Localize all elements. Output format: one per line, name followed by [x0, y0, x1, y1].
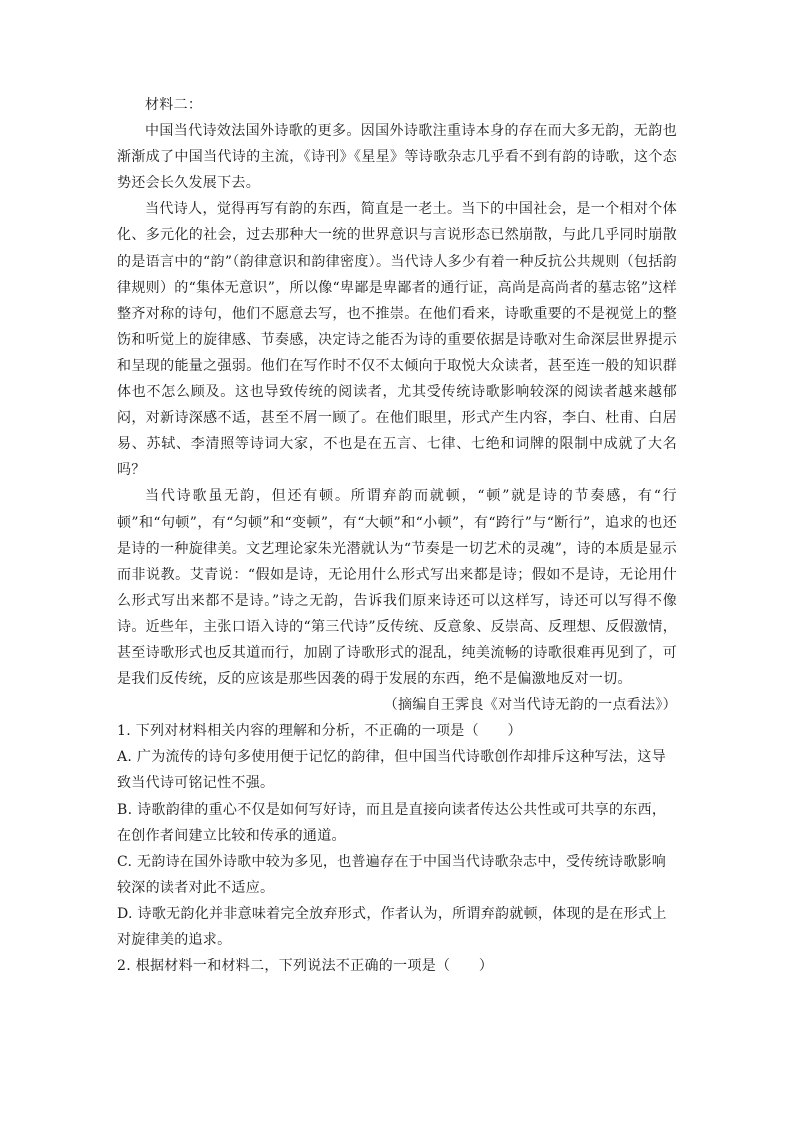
document-page — [117, 92, 677, 979]
question-1-option-a: A. 广为流传的诗句多使用便于记忆的韵律，但中国当代诗歌创作却排斥这种写法，这导致当代诗可铭记性不强。 — [117, 749, 667, 792]
question-1-option-d: D. 诗歌无韵化并非意味着完全放弃形式，作者认为，所谓弃韵就顿，体现的是在形式上对旋律美的追求。 — [117, 905, 667, 948]
question-1-stem: 1. 下列对材料相关内容的理解和分析，不正确的一项是（ ） — [117, 723, 522, 740]
question-1-option-b: B. 诗歌韵律的重心不仅是如何写好诗，而且是直接向读者传达公共性或可共享的东西，在创作者间建立比较和传承的通道。 — [117, 801, 667, 844]
question-2-stem: 2. 根据材料一和材料二，下列说法不正确的一项是（ ） — [117, 958, 494, 975]
section-heading: 材料二： — [145, 97, 203, 113]
paragraph-1: 中国当代诗效法国外诗歌的更多。因国外诗歌注重诗本身的存在而大多无韵，无韵也渐渐成了中国当代诗的主流，《诗刊》《星星》等诗歌杂志几乎看不到有韵的诗歌，这个态势还会长久发展下去。 — [117, 123, 677, 192]
source-citation: （摘编自王霁良《对当代诗无韵的一点看法》） — [383, 697, 677, 714]
paragraph-3: 当代诗歌虽无韵，但还有顿。所谓弃韵而就顿，“顿”就是诗的节奏感，有“行顿”和“句顿”，有“匀顿”和“变顿”，有“大顿”和“小顿”，有“跨行”与“断行”，追求的也还是诗的一种旋律美。文艺理论家朱光潜就认为“节奏是一切艺术的灵魂”，诗的本质是显示而非说教。艾青说：“假如是诗，无论用什么形式写出来都是诗；假如不是诗，无论用什么形式写出来都不是诗。”诗之无韵，告诉我们原来诗还可以这样写，诗还可以写得不像诗。近些年，主张口语入诗的“第三代诗”反传统、反意象、反崇高、反理想、反假激情，甚至诗歌形式也反其道而行，加剧了诗歌形式的混乱，纯美流畅的诗歌很难再见到了，可是我们反传统，反的应该是那些因袭的碍于发展的东西，绝不是偏激地反对一切。 — [117, 488, 677, 688]
question-1-option-c: C. 无韵诗在国外诗歌中较为多见，也普遍存在于中国当代诗歌杂志中，受传统诗歌影响较深的读者对此不适应。 — [117, 853, 667, 896]
paragraph-2: 当代诗人，觉得再写有韵的东西，简直是一老土。当下的中国社会，是一个相对个体化、多元化的社会，过去那种大一统的世界意识与言说形态已然崩散，与此几乎同时崩散的是语言中的“韵”（韵律意识和韵律密度）。当代诗人多少有着一种反抗公共规则（包括韵律规则）的“集体无意识”，所以像“卑鄙是卑鄙者的通行证，高尚是高尚者的墓志铭”这样整齐对称的诗句，他们不愿意去写，也不推崇。在他们看来，诗歌重要的不是视觉上的整饬和听觉上的旋律感、节奏感，决定诗之能否为诗的重要依据是诗歌对生命深层世界提示和呈现的能量之强弱。他们在写作时不仅不太倾向于取悦大众读者，甚至连一般的知识群体也不怎么顾及。这也导致传统的阅读者，尤其受传统诗歌影响较深的阅读者越来越郁闷，对新诗深感不适，甚至不屑一顾了。在他们眼里，形式产生内容，李白、杜甫、白居易、苏轼、李清照等诗词大家，不也是在五言、七律、七绝和词牌的限制中成就了大名吗？ — [117, 201, 677, 479]
